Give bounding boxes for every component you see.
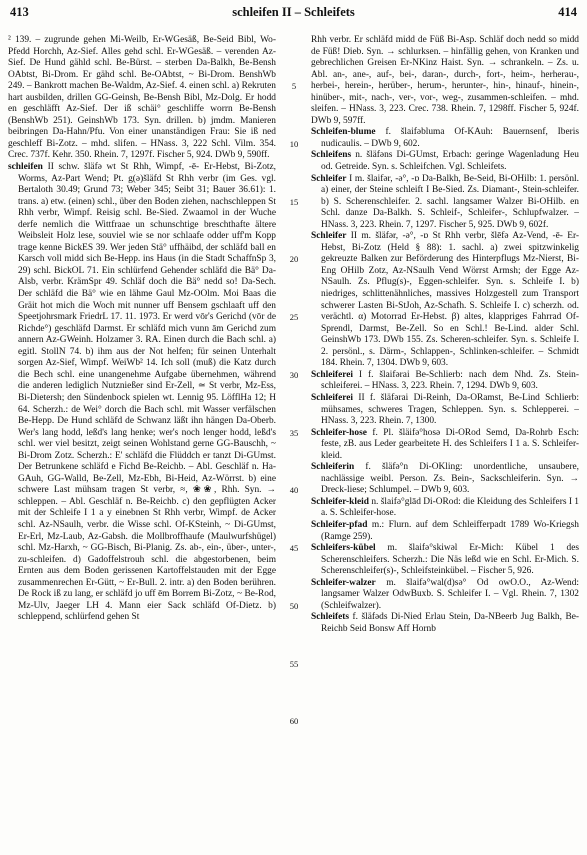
line-number: 55 (289, 658, 299, 669)
dictionary-entry (311, 612, 579, 635)
line-number: 5 (291, 81, 297, 92)
dictionary-entry (311, 520, 579, 543)
entry-text: f. šläfə°n Di-OKling: unordentliche, unsaubere, nachlässige weibl. Person. Zs. Bein-, Sackschleiferin. Syn. → Dreck-liese; Schlumpel. – DWb 9, 603. (321, 462, 579, 496)
entry-headword: Schleiferei (311, 392, 353, 403)
dictionary-entry (311, 578, 579, 613)
entry-headword: Schleifer-pfad (311, 519, 368, 530)
entry-text: f. šläfəds Di-Nied Erlau Stein, Da-NBeerb Jug Balkh, Be-Reichb Seid Bonsw Aff Hornb (321, 612, 579, 634)
entry-text: II f. šläfərai Di-Reinh, Da-ORamst, Be-Lind Schlierb: mühsames, schweres Tragen, Schleppen. Syn. s. Schlepperei. – HNass. 3, 223. Rhein. 7, 1300. (321, 392, 579, 427)
entry-headword: Schleifer (311, 231, 347, 242)
dictionary-entry (311, 127, 579, 150)
dictionary-entry (311, 543, 579, 578)
entry-headword: Schleifens (311, 150, 352, 161)
left-column (8, 35, 276, 624)
dictionary-entry (311, 370, 579, 393)
line-number: 40 (289, 485, 299, 496)
entry-text: ² 139. – zugrunde gehen Mi-Weilb, Er-WGesäß, Be-Seid Bibl, Wo-Pfedd Horchh, Az-Sief. Alles gehd schl. Er-WGesäß. – verenden Az-Sief. De Hund gähld schl. Be-Bürst. – sterben Da-Balkh, Be-Bensh OAbtst, Bi-Drom. Er gähd schl. Be-OAbtst, ~ Bi-Drom. BenshWb 249. – Bankrott machen Be-Waldm, Az-Sief. 4. einen schl. a) Rekruten hart ausbilden, drillen GG-Geinsh, Be-Bensh Bibl, Mz-Dolg. Er hodd en geschläfft Az-Sief. Der iß schäi° geschliffe worrn Be-Bensh (BenshWb 251). GeinshWb 173. Syn. drillen. b) jmdm. Manieren beibringen Da-Hahn/Pfu. Von einer unanständigen Frau: Sie iß ned geschleff Bi-Zotz. – mhd. slifen. – HNass. 3, 222 Schl. Vilm. 354. Crec. 737f. Kehr. 350. Rhein. 7, 1297f. Fischer 5, 924. DWb 9, 590ff. (8, 35, 276, 161)
entry-headword: Schleiferei (311, 369, 353, 380)
line-number: 10 (289, 138, 299, 149)
line-number: 45 (289, 543, 299, 554)
dictionary-entry (311, 174, 579, 232)
entry-text: I m. šlaifər, -ə°, -ɒ Da-Balkh, Be-Seid, Bi-OHilb: 1. persönl. a) einer, der Steine schleift I Be-Sied. Zs. Diamant-, Stein-schleifer. b) S. Scherenschleifer. 2. sachl. langsamer Walzer Bi-OHilb. en Schl. danze Da-Balkh. S. Schleif-, Schleifer-, Schlupfwalzer. – HNass. 3, 223. Rhein. 7, 1297. Fischer 5, 925. DWb 9, 602f. (321, 173, 579, 230)
entry-headword: Schleifer-hose (311, 427, 367, 438)
entry-text: f. Pl. šläifə°hosə Di-ORod Semd, Da-Rohrb Esch: feste, zB. aus Leder gearbeitete H. des Schleifers I 1 a. S. Schleifer-kleid. (321, 427, 579, 461)
dictionary-entry (311, 428, 579, 463)
entry-text: n. šlaifə°glād Di-ORod: die Kleidung des Schleifers I 1 a. S. Schleifer-hose. (321, 496, 579, 519)
line-number: 50 (289, 600, 299, 611)
entry-headword: Schleiferin (311, 462, 355, 473)
dictionary-entry (311, 393, 579, 428)
entry-text: Rhh verbr. Er schläfd midd de Füß Bi-Asp. Schläf doch nedd so midd de Füß! Dieb. Syn. → schlurksen. – hinfällig gehen, von Kranken und gebrechlichen Greisen Er-NKinz Haist. Syn. → schrankeln. – Zs. u. Abl. an-, ane-, auf-, bei-, daran-, durch-, fort-, heim-, herherau-, herbei-, herein-, herüber-, herum-, herunter-, hin-, hinauf-, hinein-, hinüber-, mit-, nach-, ver-, vor-, weg-, zusammen-schleifen. – mhd. sleifen. – HNass. 3, 223. Crec. 738. Rhein. 7, 1298ff. Fischer 5, 924f. DWb 9, 597ff. (311, 35, 579, 126)
page-number-right: 414 (558, 5, 577, 19)
page-header (10, 5, 577, 23)
right-column (311, 35, 579, 635)
entry-text: II m. šläfər, -ə°, -ɒ St Rhh verbr, šlēfə Az-Vend, -ē- Er-Hebst, Bi-Zotz (Held § 88): 1. sachl. a) zwei spitzwinkelig gekreuzte Balken zur Beförderung des Hinterpflugs Mz-Nierst, Bi-Eng OHilb Zotz, Az-NSaulh Vend Wörrst Armsh; der Egge Az-NSaulh. Zs. Pflug(s)-, Eggen-schleifer. Syn. s. Schleife I. b) niedriges, schlittenähnliches, massives Holzgestell zum Transport schwerer Lasten Bi-StJoh, Az-Schafh. S. Schleife I. c) scherzh. od. verächtl. α) Motorrad Er-Hebst. β) altes, klappriges Fahrrad Of-Sprendl, Darmst, Be-Zell. So en Schl.! Be-Lind. alder Schl. GeinshWb 173. DWb 155. Zs. Scheren-schleifer. Syn. s. Schleife I. 2. persönl., s. Därm-, Schlappen-, Schlinken-schleifer. – Schmidt 184. Rhein. 7, 1304. DWb 9, 603. (321, 231, 579, 369)
entry-text: f. šlaifəbluma Of-KAuh: Bauernsenf, Iberis nudicaulis. – DWb 9, 602. (321, 127, 579, 149)
entry-headword: Schleifets (311, 612, 350, 623)
line-number: 15 (289, 196, 299, 207)
line-number: 60 (289, 716, 299, 727)
dictionary-entry (311, 497, 579, 520)
entry-text: m. šlaifə°wal(d)sə° Od owO.O., Az-Wend: langsamer Walzer OdwBuxb. S. Schleifer I. – Vgl. Rhein. 7, 1302 (Schleifwalzer). (321, 577, 579, 611)
entry-headword: Schleifers-kübel (311, 543, 376, 554)
entry-continuation (311, 35, 579, 127)
entry-headword: Schleifer (311, 173, 347, 184)
entry-text: n. šläfəns Di-GUmst, Erbach: geringe Wagenladung Heu od. Getreide. Syn. s. Schleifchen. Vgl. Schleifets. (321, 150, 579, 173)
line-number: 25 (289, 312, 299, 323)
line-number: 35 (289, 427, 299, 438)
page-number-left: 413 (10, 5, 29, 19)
entry-continuation (8, 35, 276, 162)
line-number: 20 (289, 254, 299, 265)
entry-text: II schw. šläfə wt St Rhh, Wimpf, -ē- Er-Hebst, Bi-Zotz, Worms, Az-Part Wend; Pt. g(ə)šläfd St Rhh verbr (im Ges. vgl. Bertaloth 30.49; Grund 73; Weber 345; Seibt 31; Bauer 36.61): 1. trans. a) etw. (einen) schl., über den Boden ziehen, nachschleppen St Rhh verbr, Wimpf. Reisig schl. Be-Sied. Zwaamol in der Wuche derfe nemlich die Wittfraae un schunschtige breschthafte ältere Weibsleit Holz lese, souviel wie se nor schlaafe odder uff'm Kopp trage kenne BickES 39. Wer jeden Stä° uffhäibd, der schläfd ball en Karsch voll midd sich Be-Hepp. ins Haus (in die Stadt SchaffnSp 3, 29) schl. BickOL 71. Ein schlürfend Gehender schläfd die Bä° Da-Alsb, verbr. KrämSpr 49. Schläf doch die Bä° nedd so! Da-Sech. Der schläfd die Bä° wie en lähme Gaul Mz-OOlm. Moi Baas die Gräit hot mich die Woch mit nunner uff Bensem gschlaaft uff den Speetjohrsmark FriedrL 17. 11. 1973. Er werd vōr's Gerichd (vōr de Richde°) geschläfd Darmst. Er schläfd mich vunn ām Gerichd zum annern Az-GWeinh. Holzamer 3. RA. Einen durch die Bach schl. a) egitl. StollN 74. b) ihm aus der Not helfen; für seinen Unterhalt sorgen Az-Sief, Wimpf. WeiWb² 14. Ich soll (muß) die Katz durch die Bech schl. eine unangenehme Aufgabe übernehmen, während die anderen lediglich Nutznießer sind Er-Zell, ≃ St verbr, Mz-Ess, Bi-Dietersh; den Sündenbock spielen wt. Lennig 95. LöfflHa 12; H 64. Scherzh.: de Wei° dorch die Bach schl. mit Wasser verfälschen Be-Hepp. De Hund schläfd de Schwanz läßt ihn hängen Da-Oberb. Wer's lang hodd, leßd's lang henke; wer's noch lenger hodd, leßd's schl. wer viel besitzt, zeigt seinen Wohlstand gerne GG-Bauschh, ~ Bi-Drom Zotz. Scherzh.: E' schläfd die Flüddch er tanzt Di-GUmst. Der Betrunkene schläfd e Fichd Be-Reichb. – Abl. Geschläf n. Ha-GAuh, GG-Walld, Be-Zell, Mz-Ebh, Bi-Heid, Az-Wörrst. b) eine schwere Last mühsam tragen St verbr, ≈, ❀❀, Rhh. Syn. → schleppen. – Abl. Geschläf n. Be-Reichb. c) den gepflügten Acker mit der Schleife I 1 a y einebnen St Rhh verbr, Wimpf. de Acker schl. Az-NSaulh, verbr. die Wisse schl. Of-KSteinh, ~ Di-GUmst, Er-Erl, Mz-Laub, Az-Gabsh. die Mollbroffhaufe (Maulwurfshügel) schl. Mz-Harxh, ~ GG-Bisch, Bi-Planig. Zs. ab-, ein-, über-, unter-, zu-schleifen. d) Gadoffelstrouh schl. die abgestorbenen, beim Ernten aus dem Boden gerissenen Kartoffelstauden mit der Egge zusammenrechen Er-Gütt, ~ Er-Bull. 2. intr. a) den Boden berühren. De Rock iß zu lang, er schläfd jo uff ēm Borrem Bi-Zotz, ~ Be-Rod, Mz-Ulv, Jaeger LH 4. Mann eier Sack schläfd Of-Dietz. b) schleppend, schlürfend gehen St (18, 162, 276, 623)
dictionary-entry (311, 462, 579, 497)
dictionary-entry (8, 162, 276, 624)
dictionary-entry (311, 150, 579, 173)
line-number: 30 (289, 369, 299, 380)
entry-text: m.: Flurn. auf dem Schleifferpadt 1789 Wo-Kriegsh (Ramge 259). (321, 519, 579, 542)
dictionary-entry (311, 231, 579, 370)
running-title: schleifen II – Schleifets (232, 5, 355, 19)
entry-headword: Schleifen-blume (311, 127, 376, 138)
entry-text: I f. šlaifərai Be-Schlierb: nach dem Nhd. Zs. Stein-schleiferei. – HNass. 3, 223. Rhein. 7, 1294. DWb 9, 603. (321, 369, 579, 392)
entry-headword: Schleifer-walzer (311, 577, 376, 588)
entry-headword: schleifen (8, 162, 43, 173)
entry-text: m. šlaifə°skiwəl Er-Mich: Kübel 1 des Scherenschleifers. Scherzh.: Die Näs leßd wie en Schl. Er-Mich. S. Scherenschleifer(s)-, Schleifsteinkübel. – Fischer 5, 926. (321, 543, 579, 577)
entry-headword: Schleifer-kleid (311, 496, 369, 507)
